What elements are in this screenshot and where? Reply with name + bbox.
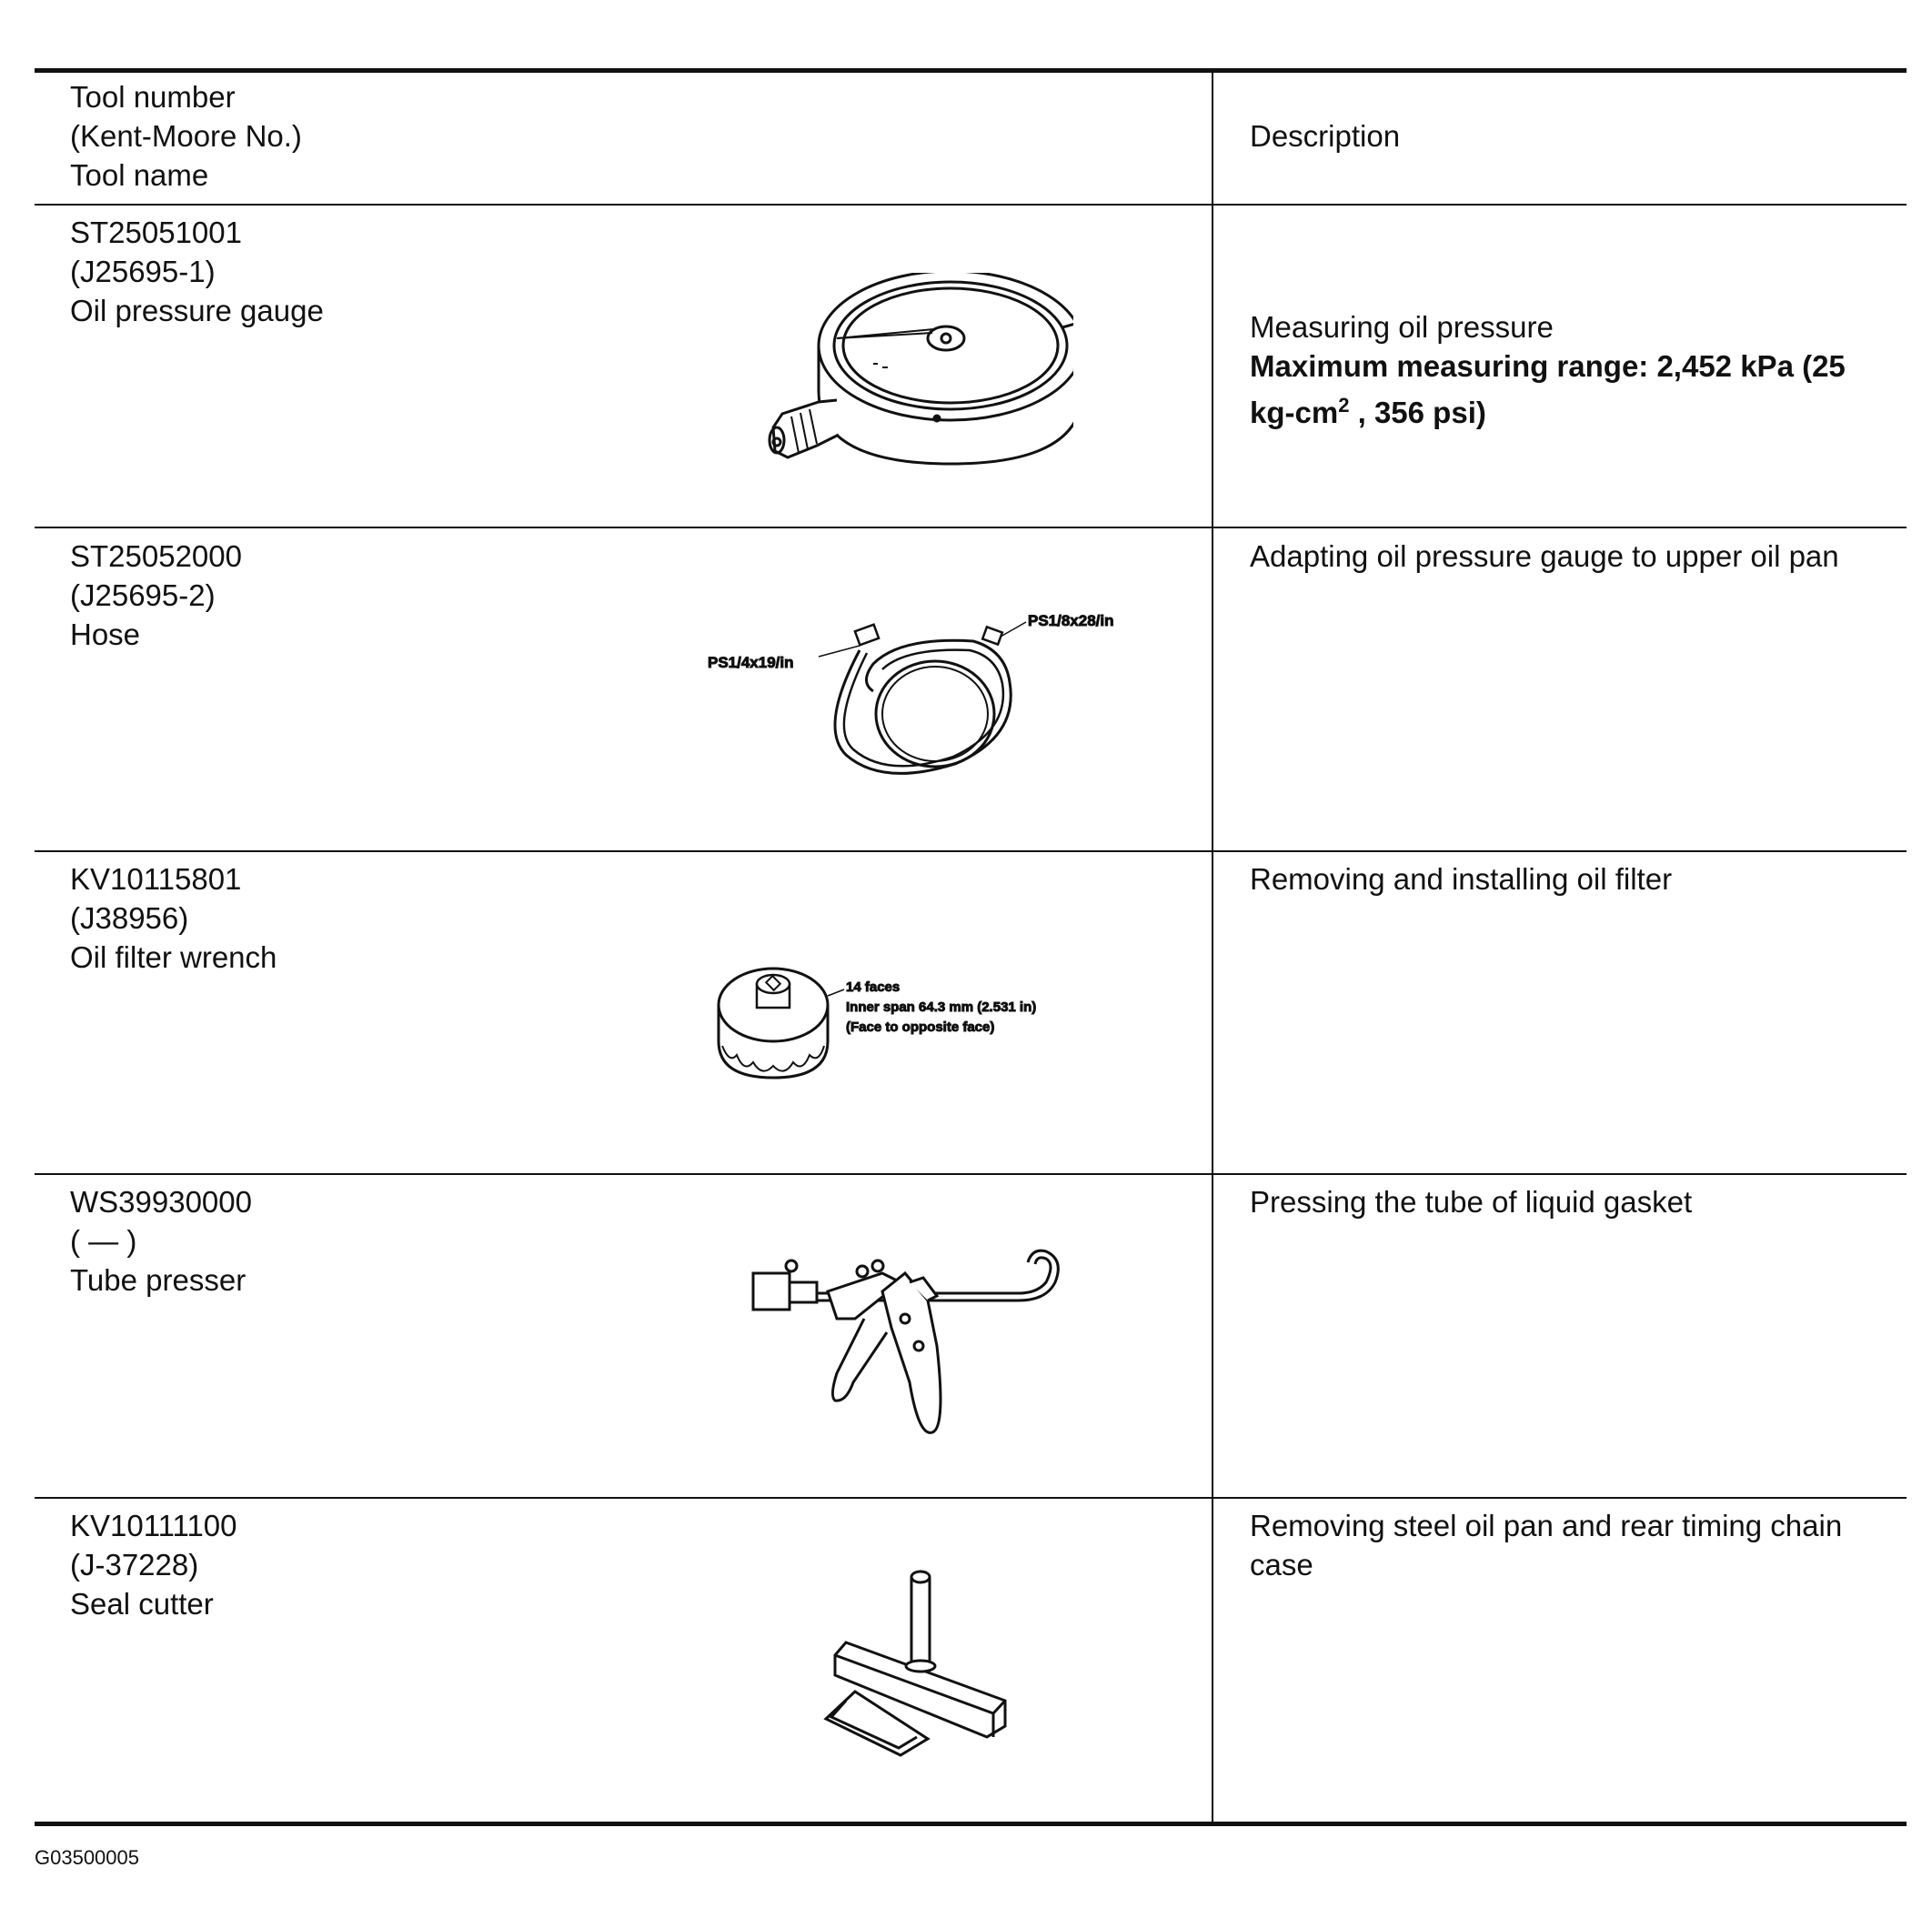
table-top-rule	[35, 68, 1907, 73]
measuring-range-line-1: Maximum measuring range: 2,452 kPa (25	[1250, 349, 1846, 383]
tool-number: ST25052000	[70, 539, 242, 573]
column-divider	[1212, 70, 1213, 1825]
wrench-faces-callout: 14 faces	[846, 979, 901, 995]
oil-filter-wrench-illustration	[709, 955, 1146, 1091]
kent-moore-number: (J25695-1)	[70, 255, 216, 288]
measuring-range-line-2: $kg-cm^2$ , 356 psi)	[1250, 394, 1486, 429]
kent-moore-number: (J38956)	[70, 901, 189, 935]
tool-row-3-description: Removing and installing oil filter	[1250, 862, 1673, 896]
tool-row-5-description: Removing steel oil pan and rear timing chain case	[1250, 1509, 1843, 1582]
tool-row-1-labels	[70, 213, 324, 330]
table-bottom-rule	[35, 1822, 1907, 1826]
header-tool-number: Tool number	[70, 80, 236, 114]
kent-moore-number: ( — )	[70, 1224, 137, 1258]
tool-number: KV10111100	[70, 1509, 237, 1542]
row-divider-3	[35, 1173, 1907, 1175]
header-bottom-rule	[35, 204, 1907, 206]
tube-presser-illustration	[746, 1246, 1092, 1446]
tool-name: Oil pressure gauge	[70, 294, 324, 327]
tool-row-2-labels	[70, 537, 242, 654]
hose-illustration	[700, 600, 1155, 782]
tool-name: Tube presser	[70, 1263, 247, 1297]
tool-name: Oil filter wrench	[70, 940, 277, 974]
tool-row-1-description	[1250, 307, 1887, 432]
tool-row-4-labels	[70, 1182, 252, 1300]
row-divider-2	[35, 850, 1907, 852]
seal-cutter-illustration	[819, 1564, 1019, 1764]
tool-row-2-description: Adapting oil pressure gauge to upper oil pan	[1250, 539, 1839, 573]
tool-number: ST25051001	[70, 216, 242, 249]
header-kent-moore: (Kent-Moore No.)	[70, 119, 302, 153]
figure-code: G03500005	[35, 1846, 139, 1869]
row-divider-1	[35, 527, 1907, 528]
wrench-face-note-callout: (Face to opposite face)	[846, 1019, 995, 1035]
hose-fitting-right-callout: PS1/8x28/in	[1028, 612, 1114, 629]
description-text: Measuring oil pressure	[1250, 310, 1554, 344]
tool-name: Seal cutter	[70, 1587, 214, 1621]
header-description: Description	[1250, 119, 1401, 153]
tool-number: WS39930000	[70, 1185, 252, 1219]
kent-moore-number: (J-37228)	[70, 1548, 199, 1582]
row-divider-4	[35, 1497, 1907, 1499]
wrench-inner-span-callout: Inner span 64.3 mm (2.531 in)	[846, 999, 1037, 1015]
tool-row-4-description: Pressing the tube of liquid gasket	[1250, 1185, 1693, 1219]
tool-name: Hose	[70, 618, 141, 651]
header-tool-name: Tool name	[70, 158, 209, 192]
tool-row-5-labels	[70, 1506, 237, 1623]
hose-fitting-left-callout: PS1/4x19/in	[708, 654, 794, 671]
tool-row-3-labels	[70, 859, 277, 977]
header-tool-column	[70, 77, 302, 195]
kent-moore-number: (J25695-2)	[70, 578, 216, 612]
oil-pressure-gauge-illustration	[764, 273, 1073, 473]
tool-number: KV10115801	[70, 862, 242, 896]
